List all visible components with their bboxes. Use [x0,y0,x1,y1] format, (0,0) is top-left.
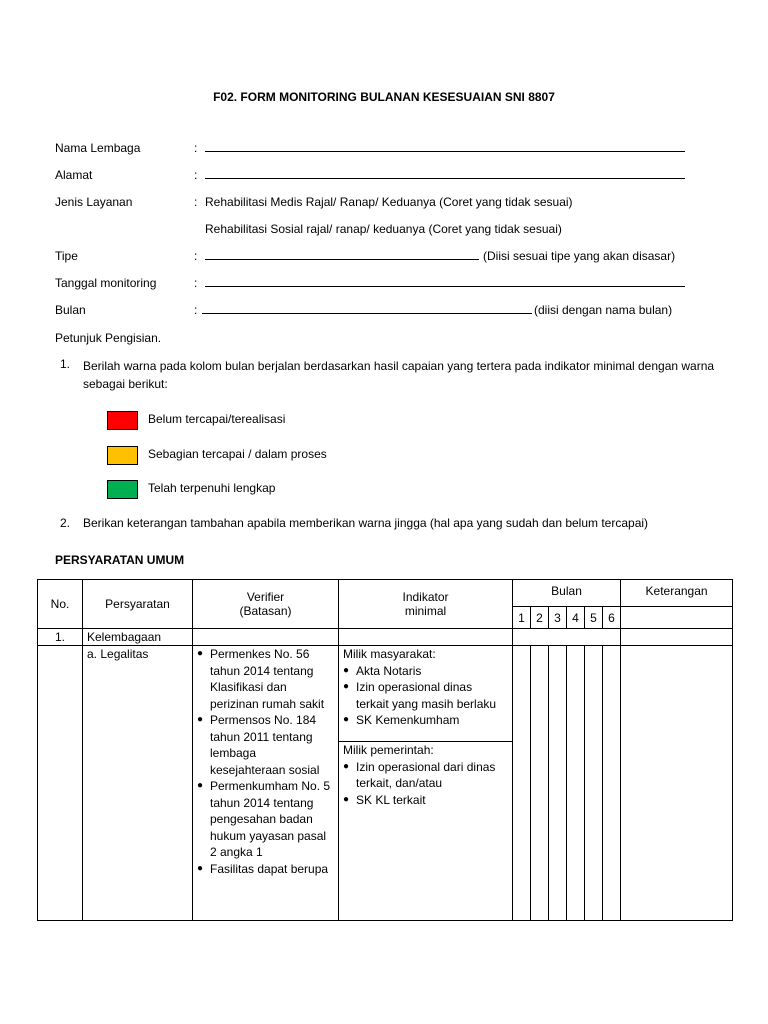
nama-lembaga-field[interactable] [205,141,685,155]
row-kelembagaan-indikator [339,629,513,646]
legend-red-label: Belum tercapai/terealisasi [148,412,286,426]
bulan-colon: : [194,303,198,317]
header-month-6: 6 [603,607,621,629]
row-kelembagaan-verifier [193,629,339,646]
indikator-item: ● Akta Notaris [343,663,508,680]
indikator-item: ● Izin operasional dari dinas terkait, dan/atau [343,759,508,792]
header-month-2: 2 [531,607,549,629]
indikator-pemerintah-title: Milik pemerintah: [343,743,434,757]
instruction-2-number: 2. [60,516,71,530]
indikator-item: ● Izin operasional dinas terkait yang masih berlaku [343,679,508,712]
row-legalitas-verifier [193,646,339,921]
header-verifier-line2: (Batasan) [239,604,292,618]
month-cell-1[interactable] [513,646,531,921]
bulan-label: Bulan [55,303,86,317]
verifier-item: ● Permensos No. 184 tahun 2011 tentang lembaga kesejahteraan sosial [197,712,334,778]
header-indikator [339,580,513,629]
verifier-item: ● Fasilitas dapat berupa [197,861,334,878]
month-cell-4[interactable] [567,646,585,921]
row-legalitas-label: a. Legalitas [87,647,149,661]
instruction-1-number: 1. [60,357,71,371]
header-indikator-line1: Indikator [402,590,449,604]
legend-yellow-swatch [107,446,138,465]
alamat-label: Alamat [55,168,93,182]
header-verifier-line1: Verifier [246,590,285,604]
legend-yellow-label: Sebagian tercapai / dalam proses [148,447,327,461]
header-indikator-line2: minimal [404,604,447,618]
header-persyaratan: Persyaratan [83,580,193,629]
instruction-1-text: Berilah warna pada kolom bulan berjalan berdasarkan hasil capaian yang tertera pada indikator minimal dengan warna sebagai berikut: [83,359,715,391]
header-month-3: 3 [549,607,567,629]
indikator-pemerintah-cell [339,742,513,921]
nama-lembaga-label: Nama Lembaga [55,141,141,155]
month-cell-3[interactable] [549,646,567,921]
tanggal-colon: : [194,276,198,290]
tipe-colon: : [194,249,198,263]
alamat-colon: : [194,168,198,182]
tipe-label: Tipe [55,249,78,263]
keterangan-cell[interactable] [621,646,733,921]
row-kelembagaan-persyaratan: Kelembagaan [83,629,193,646]
tipe-note: (Diisi sesuai tipe yang akan disasar) [483,249,676,263]
row-legalitas-persyaratan [83,646,193,921]
requirements-table [37,579,733,921]
instruction-2-text: Berikan keterangan tambahan apabila memberikan warna jingga (hal apa yang sudah dan belum tercapai) [83,516,649,530]
legend-green-swatch [107,480,138,499]
month-cell-6[interactable] [603,646,621,921]
jenis-layanan-option-medis: Rehabilitasi Medis Rajal/ Ranap/ Keduanya (Coret yang tidak sesuai) [205,195,573,209]
tanggal-field[interactable] [205,276,685,290]
alamat-field[interactable] [205,168,685,182]
legend-green-label: Telah terpenuhi lengkap [148,481,276,495]
header-keterangan-blank [621,607,733,629]
jenis-layanan-option-sosial: Rehabilitasi Sosial rajal/ ranap/ keduanya (Coret yang tidak sesuai) [205,222,562,236]
indikator-masyarakat-cell [339,646,513,742]
section-title: PERSYARATAN UMUM [55,553,185,567]
tipe-field[interactable] [205,249,479,263]
verifier-item: ● Permenkumham No. 5 tahun 2014 tentang pengesahan badan hukum yayasan pasal 2 angka 1 [197,778,334,861]
nama-lembaga-colon: : [194,141,198,155]
month-cell-2[interactable] [531,646,549,921]
indikator-item: ● SK Kemenkumham [343,712,508,729]
row-kelembagaan-bulan [513,629,621,646]
row-kelembagaan-keterangan [621,629,733,646]
header-month-4: 4 [567,607,585,629]
jenis-layanan-colon: : [194,195,198,209]
header-month-5: 5 [585,607,603,629]
month-cell-5[interactable] [585,646,603,921]
instructions-heading: Petunjuk Pengisian. [55,331,162,345]
verifier-item: ● Permenkes No. 56 tahun 2014 tentang Klasifikasi dan perizinan rumah sakit [197,646,334,712]
indikator-masyarakat-title: Milik masyarakat: [343,647,436,661]
legend-red-swatch [107,411,138,430]
header-verifier [193,580,339,629]
bulan-field[interactable] [202,303,532,317]
header-no: No. [38,580,83,629]
row-kelembagaan-no: 1. [38,629,83,646]
header-keterangan: Keterangan [621,580,733,607]
header-bulan: Bulan [513,580,621,607]
form-title: F02. FORM MONITORING BULANAN KESESUAIAN SNI 8807 [213,90,555,104]
row-legalitas-no [38,646,83,921]
header-month-1: 1 [513,607,531,629]
tanggal-label: Tanggal monitoring [55,276,157,290]
bulan-note: (diisi dengan nama bulan) [534,303,673,317]
jenis-layanan-label: Jenis Layanan [55,195,133,209]
indikator-item: ● SK KL terkait [343,792,508,809]
